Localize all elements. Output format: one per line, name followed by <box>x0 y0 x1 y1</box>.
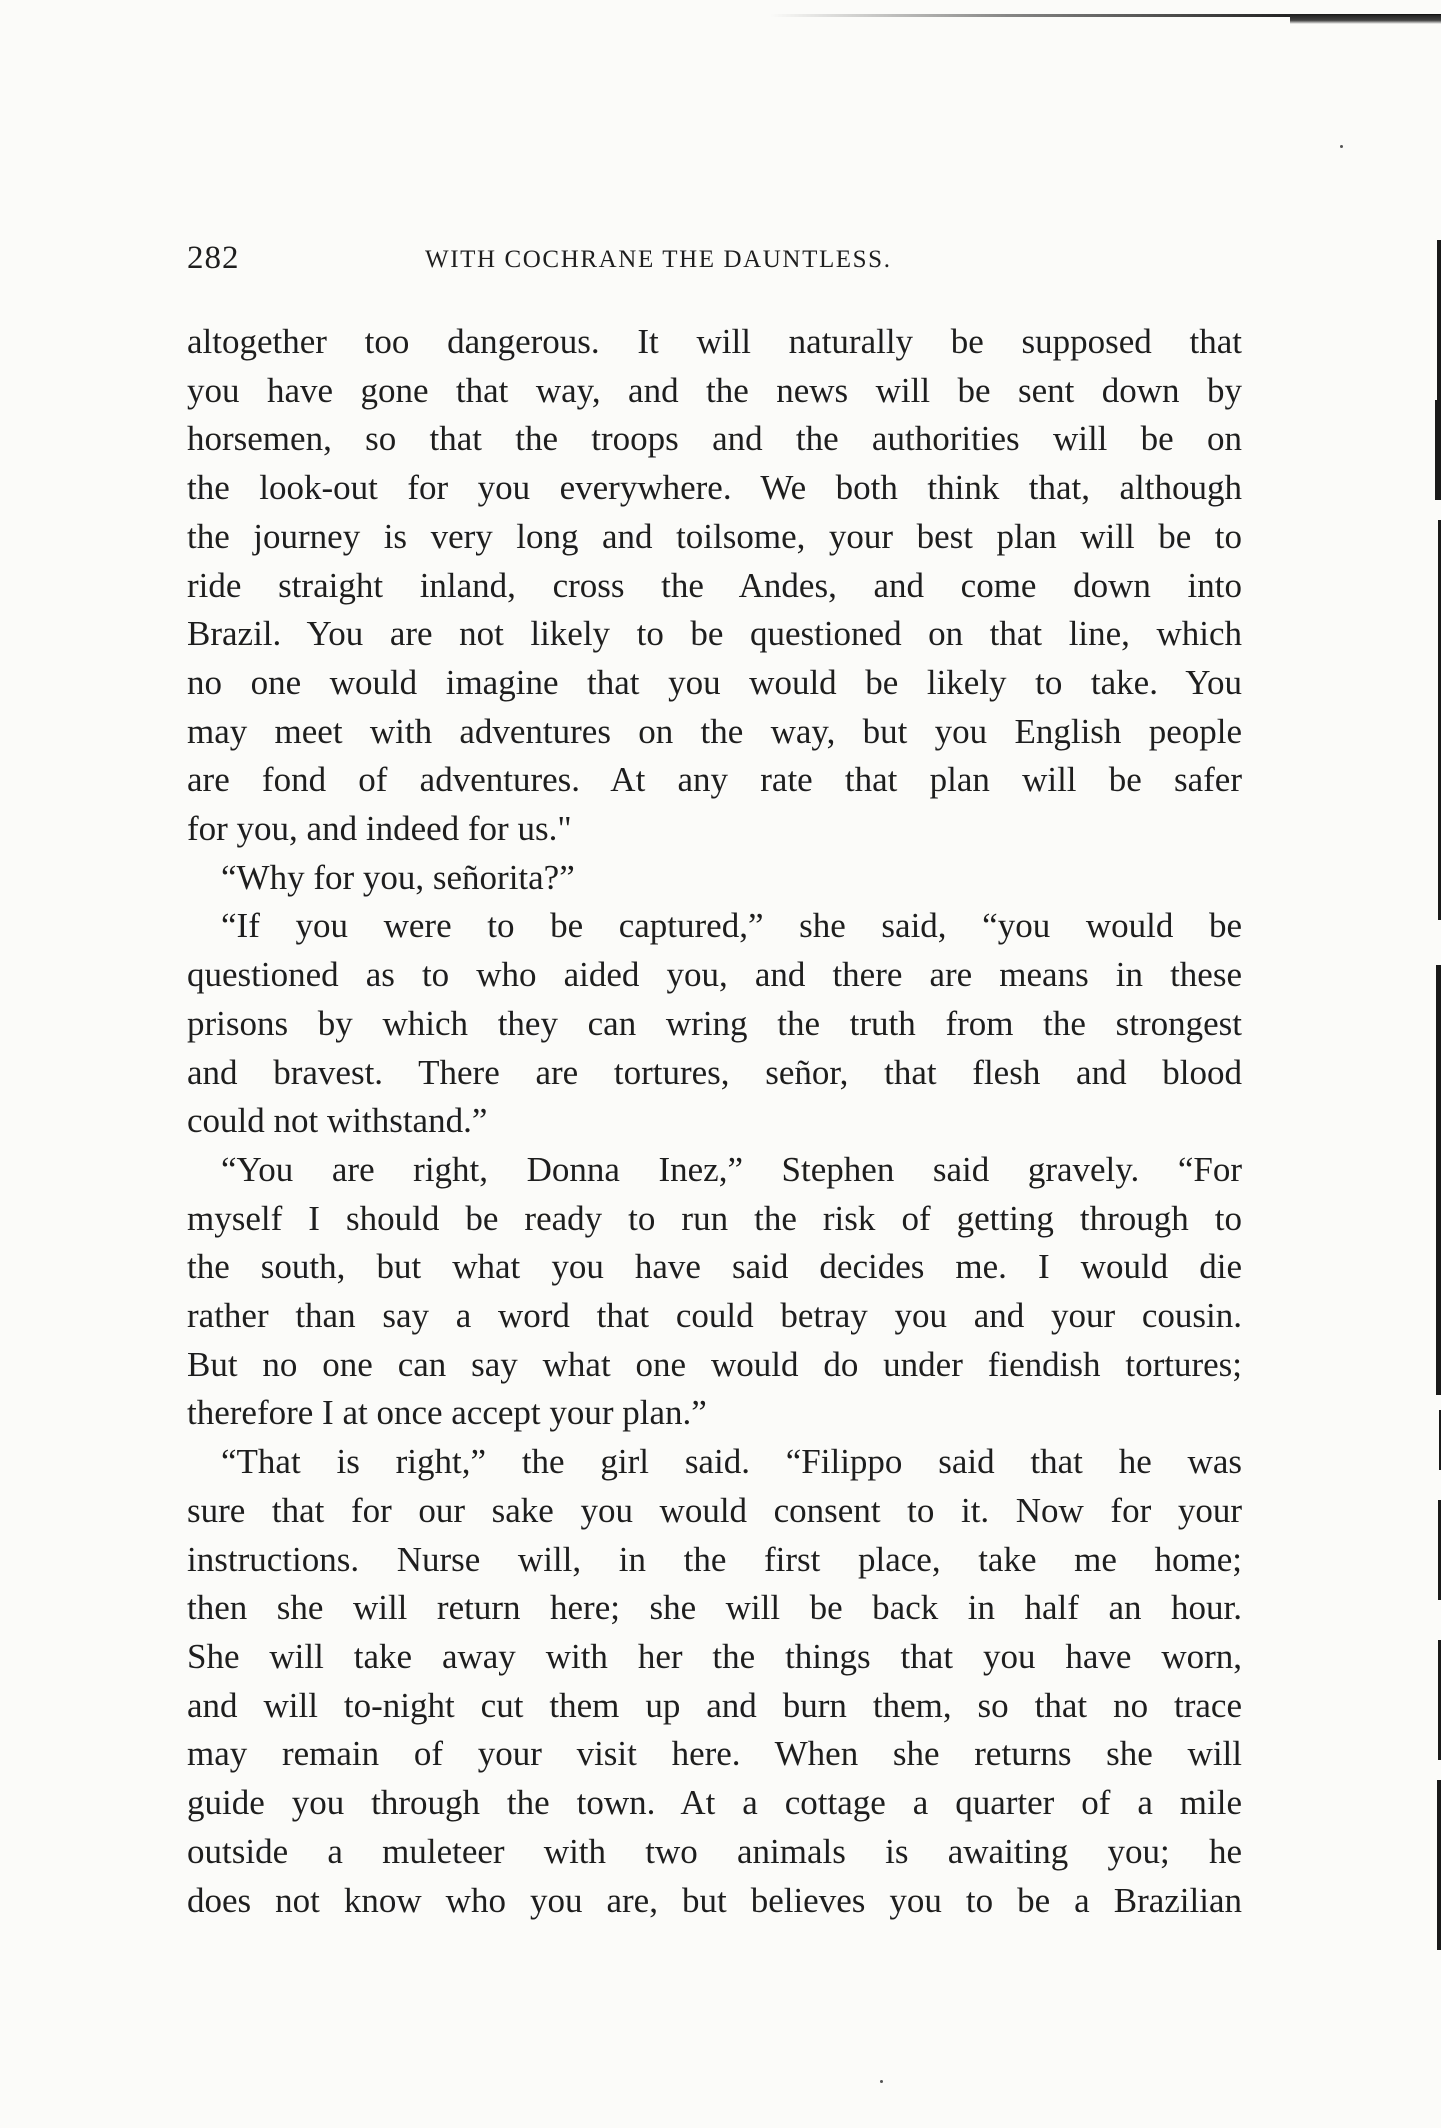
text-line: the journey is very long and toilsome, your best plan will be to <box>187 516 1242 556</box>
text-line: then she will return here; she will be back in half an hour. <box>187 1588 1242 1628</box>
body-text <box>187 318 1242 1925</box>
text-line: no one would imagine that you would be likely to take. You <box>187 662 1242 702</box>
text-line: horsemen, so that the troops and the authorities will be on <box>187 419 1242 459</box>
text-line: “Why for you, señorita?” <box>221 857 575 897</box>
page-edge-shadow <box>1419 0 1441 2128</box>
text-line: ride straight inland, cross the Andes, and come down into <box>187 565 1242 605</box>
paragraph <box>187 1146 1242 1438</box>
paper-speck <box>1340 145 1343 148</box>
page-header <box>187 240 1242 290</box>
text-line: myself I should be ready to run the risk of getting through to <box>187 1198 1242 1238</box>
text-line: may remain of your visit here. When she returns she will <box>187 1734 1242 1774</box>
text-line: sure that for our sake you would consent to it. Now for your <box>187 1490 1242 1530</box>
text-line: outside a muleteer with two animals is awaiting you; he <box>187 1831 1242 1871</box>
text-line: But no one can say what one would do under fiendish tortures; <box>187 1344 1242 1384</box>
edge-mark <box>1437 1780 1441 1950</box>
text-line: “That is right,” the girl said. “Filippo said that he was <box>221 1442 1242 1482</box>
paragraph <box>187 1438 1242 1925</box>
paragraph <box>187 902 1242 1146</box>
text-line: the south, but what you have said decides me. I would die <box>187 1247 1242 1287</box>
text-line: are fond of adventures. At any rate that plan will be safer <box>187 760 1242 800</box>
text-line: and bravest. There are tortures, señor, that flesh and blood <box>187 1052 1242 1092</box>
paper-speck <box>880 2080 883 2083</box>
text-line: instructions. Nurse will, in the first place, take me home; <box>187 1539 1242 1579</box>
text-line: She will take away with her the things that you have worn, <box>187 1636 1242 1676</box>
text-line: prisons by which they can wring the truth from the strongest <box>187 1003 1242 1043</box>
text-line: guide you through the town. At a cottage a quarter of a mile <box>187 1783 1242 1823</box>
edge-mark <box>1435 400 1441 500</box>
page-number: 282 <box>187 240 240 276</box>
text-line: “You are right, Donna Inez,” Stephen said gravely. “For <box>221 1149 1242 1189</box>
text-line: Brazil. You are not likely to be questioned on that line, which <box>187 614 1242 654</box>
text-line: does not know who you are, but believes you to be a Brazilian <box>187 1880 1242 1920</box>
text-line: therefore I at once accept your plan.” <box>187 1393 707 1433</box>
text-line: and will to-night cut them up and burn them, so that no trace <box>187 1685 1242 1725</box>
text-line: for you, and indeed for us." <box>187 809 572 849</box>
text-line: rather than say a word that could betray you and your cousin. <box>187 1296 1242 1336</box>
text-line: “If you were to be captured,” she said, “you would be <box>221 906 1242 946</box>
text-line: you have gone that way, and the news will be sent down by <box>187 370 1242 410</box>
running-head: WITH COCHRANE THE DAUNTLESS. <box>425 246 892 273</box>
edge-mark <box>1436 965 1441 1395</box>
text-line: could not withstand.” <box>187 1101 488 1141</box>
text-line: the look-out for you everywhere. We both think that, although <box>187 468 1242 508</box>
paragraph <box>187 318 1242 854</box>
text-line: questioned as to who aided you, and there are means in these <box>187 955 1242 995</box>
text-line: altogether too dangerous. It will naturally be supposed that <box>187 322 1242 361</box>
paragraph <box>187 854 1242 903</box>
text-line: may meet with adventures on the way, but you English people <box>187 711 1242 751</box>
